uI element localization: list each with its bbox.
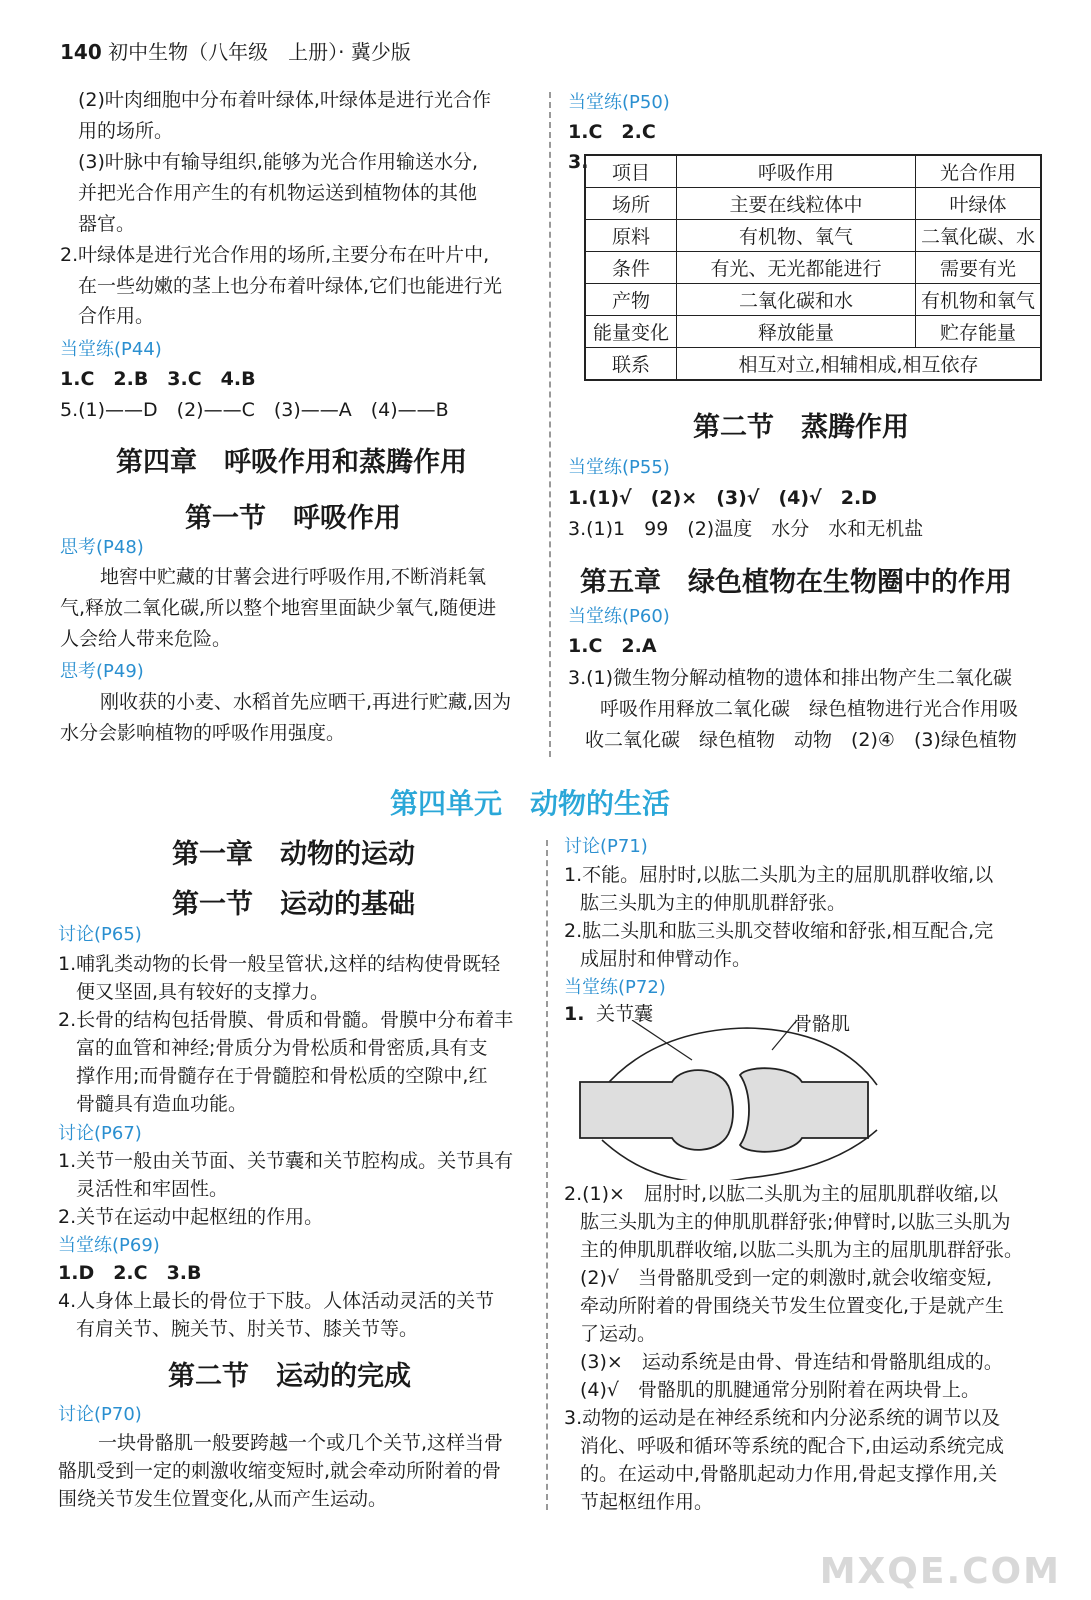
text-line: 富的血管和神经;骨质分为骨松质和骨密质,具有支	[76, 1037, 488, 1059]
table-cell: 二氧化碳和水	[677, 284, 916, 316]
text-line: 灵活性和牢固性。	[76, 1178, 229, 1200]
section-title: 第二节 运动的完成	[168, 1361, 411, 1392]
column-divider-top	[549, 92, 551, 757]
text-line: 2.肱二头肌和肱三头肌交替收缩和舒张,相互配合,完	[564, 920, 994, 942]
text-line: 有肩关节、腕关节、肘关节、膝关节等。	[76, 1318, 419, 1340]
table-cell: 产物	[585, 284, 677, 316]
answer-line: 5.(1)——D (2)——C (3)——A (4)——B	[60, 399, 449, 421]
text-line: (3)叶脉中有输导组织,能够为光合作用输送水分,	[78, 151, 478, 173]
text-line: 地窖中贮藏的甘薯会进行呼吸作用,不断消耗氧	[100, 566, 487, 588]
section-label: 讨论(P67)	[58, 1123, 142, 1144]
text-line: 便又坚固,具有较好的支撑力。	[76, 981, 330, 1003]
section-label: 讨论(P65)	[58, 924, 142, 945]
text-line: 4.人身体上最长的骨位于下肢。人体活动灵活的关节	[58, 1290, 495, 1312]
table-cell: 能量变化	[585, 316, 677, 348]
table-cell: 项目	[585, 155, 677, 188]
page-number: 140	[60, 40, 102, 64]
text-line: 2.叶绿体是进行光合作用的场所,主要分布在叶片中,	[60, 244, 490, 266]
table-cell: 光合作用	[916, 155, 1042, 188]
table-cell: 二氧化碳、水	[916, 220, 1042, 252]
text-line: 牵动所附着的骨围绕关节发生位置变化,于是就产生	[580, 1295, 1005, 1317]
table-cell: 有光、无光都能进行	[677, 252, 916, 284]
text-line: 2.关节在运动中起枢纽的作用。	[58, 1206, 324, 1228]
chapter-title: 第五章 绿色植物在生物圈中的作用	[580, 567, 1012, 598]
text-line: 主的伸肌肌群收缩,以肱二头肌为主的屈肌肌群舒张。	[580, 1239, 1024, 1261]
text-line: 呼吸作用释放二氧化碳 绿色植物进行光合作用吸	[600, 698, 1019, 720]
section-title: 第一节 呼吸作用	[185, 503, 401, 534]
table-cell: 有机物和氧气	[916, 284, 1042, 316]
text-line: 骼肌受到一定的刺激收缩变短时,就会牵动所附着的骨	[58, 1460, 502, 1482]
answer-line: 3.(1)1 99 (2)温度 水分 水和无机盐	[568, 518, 924, 540]
chapter-title: 第四章 呼吸作用和蒸腾作用	[116, 447, 467, 478]
table-row	[585, 252, 1041, 284]
table-cell: 原料	[585, 220, 677, 252]
text-line: (4)√ 骨骼肌的肌腱通常分别附着在两块骨上。	[580, 1379, 981, 1401]
question-number: 3.	[568, 151, 589, 173]
text-line: 节起枢纽作用。	[580, 1491, 714, 1513]
table-cell: 条件	[585, 252, 677, 284]
table-row	[585, 155, 1041, 188]
section-title: 第一节 运动的基础	[172, 889, 415, 920]
text-line: 成屈肘和伸臂动作。	[580, 948, 752, 970]
answer-line: 1.D 2.C 3.B	[58, 1262, 202, 1284]
page-header	[60, 36, 411, 65]
section-label: 思考(P48)	[60, 537, 144, 558]
table-cell: 需要有光	[916, 252, 1042, 284]
text-line: 肱三头肌为主的伸肌肌群舒张;伸臂时,以肱三头肌为	[580, 1211, 1011, 1233]
column-divider-bottom	[546, 840, 548, 1510]
table-cell: 相互对立,相辅相成,相互依存	[677, 348, 1042, 381]
section-label: 思考(P49)	[60, 661, 144, 682]
answer-line: 1.C 2.A	[568, 635, 657, 657]
text-line: 肱三头肌为主的伸肌肌群舒张。	[580, 892, 847, 914]
section-label: 当堂练(P69)	[58, 1235, 160, 1256]
text-line: 在一些幼嫩的茎上也分布着叶绿体,它们也能进行光	[78, 275, 503, 297]
section-label: 当堂练(P60)	[568, 606, 670, 627]
section-label: 当堂练(P50)	[568, 92, 670, 113]
table-row	[585, 188, 1041, 220]
text-line: 的。在运动中,骨骼肌起动力作用,骨起支撑作用,关	[580, 1463, 998, 1485]
table-cell: 释放能量	[677, 316, 916, 348]
section-title: 第二节 蒸腾作用	[693, 412, 909, 443]
text-line: 2.长骨的结构包括骨膜、骨质和骨髓。骨膜中分布着丰	[58, 1009, 514, 1031]
table-cell: 联系	[585, 348, 677, 381]
book-title: 初中生物（八年级 上册）· 冀少版	[108, 40, 411, 64]
section-label: 讨论(P70)	[58, 1404, 142, 1425]
text-line: 3.(1)微生物分解动植物的遗体和排出物产生二氧化碳	[568, 667, 1013, 689]
table-cell: 贮存能量	[916, 316, 1042, 348]
table-cell: 主要在线粒体中	[677, 188, 916, 220]
chapter-title: 第一章 动物的运动	[172, 839, 415, 870]
text-line: 了运动。	[580, 1323, 657, 1345]
answer-line: 1.C 2.B 3.C 4.B	[60, 368, 256, 390]
text-line: 3.动物的运动是在神经系统和内分泌系统的调节以及	[564, 1407, 1001, 1429]
text-line: 骨髓具有造血功能。	[76, 1093, 248, 1115]
text-line: 围绕关节发生位置变化,从而产生运动。	[58, 1488, 388, 1510]
text-line: (2)叶肉细胞中分布着叶绿体,叶绿体是进行光合作	[78, 89, 491, 111]
joint-diagram	[572, 1020, 882, 1180]
text-line: 2.(1)× 屈肘时,以肱二头肌为主的屈肌肌群收缩,以	[564, 1183, 999, 1205]
table-row	[585, 284, 1041, 316]
text-line: 1.哺乳类动物的长骨一般呈管状,这样的结构使骨既轻	[58, 953, 501, 975]
text-line: 用的场所。	[78, 120, 174, 142]
table-cell: 场所	[585, 188, 677, 220]
text-line: 刚收获的小麦、水稻首先应晒干,再进行贮藏,因为	[100, 691, 512, 713]
answer-line: 1.C 2.C	[568, 121, 656, 143]
text-line: 撑作用;而骨髓存在于骨髓腔和骨松质的空隙中,红	[76, 1065, 488, 1087]
unit-title: 第四单元 动物的生活	[390, 787, 671, 820]
comparison-table	[584, 154, 1042, 381]
text-line: (2)√ 当骨骼肌受到一定的刺激时,就会收缩变短,	[580, 1267, 993, 1289]
table-cell: 叶绿体	[916, 188, 1042, 220]
text-line: 气,释放二氧化碳,所以整个地窖里面缺少氧气,随便进	[60, 597, 497, 619]
watermark: MXQE.COM	[819, 1551, 1061, 1592]
answer-line: 1.(1)√ (2)× (3)√ (4)√ 2.D	[568, 487, 877, 509]
section-label: 当堂练(P55)	[568, 457, 670, 478]
text-line: 并把光合作用产生的有机物运送到植物体的其他	[78, 182, 478, 204]
section-label: 讨论(P71)	[564, 836, 648, 857]
text-line: 水分会影响植物的呼吸作用强度。	[60, 722, 346, 744]
text-line: 器官。	[78, 213, 136, 235]
text-line: 收二氧化碳 绿色植物 动物 (2)④ (3)绿色植物	[585, 729, 1017, 751]
diagram-label-capsule: 关节囊	[596, 1003, 654, 1025]
table-cell: 呼吸作用	[677, 155, 916, 188]
table-cell: 有机物、氧气	[677, 220, 916, 252]
diagram-label-muscle: 骨骼肌	[793, 1013, 851, 1035]
text-line: 一块骨骼肌一般要跨越一个或几个关节,这样当骨	[98, 1432, 504, 1454]
table-row	[585, 220, 1041, 252]
section-label: 当堂练(P72)	[564, 977, 666, 998]
section-label: 当堂练(P44)	[60, 339, 162, 360]
text-line: (3)× 运动系统是由骨、骨连结和骨骼肌组成的。	[580, 1351, 1003, 1373]
table-row	[585, 316, 1041, 348]
text-line: 合作用。	[78, 305, 155, 327]
text-line: 人会给人带来危险。	[60, 628, 232, 650]
text-line: 1.关节一般由关节面、关节囊和关节腔构成。关节具有	[58, 1150, 514, 1172]
table-row	[585, 348, 1041, 381]
text-line: 消化、呼吸和循环等系统的配合下,由运动系统完成	[580, 1435, 1005, 1457]
text-line: 1.不能。屈肘时,以肱二头肌为主的屈肌肌群收缩,以	[564, 864, 994, 886]
question-number: 1.	[564, 1003, 585, 1025]
